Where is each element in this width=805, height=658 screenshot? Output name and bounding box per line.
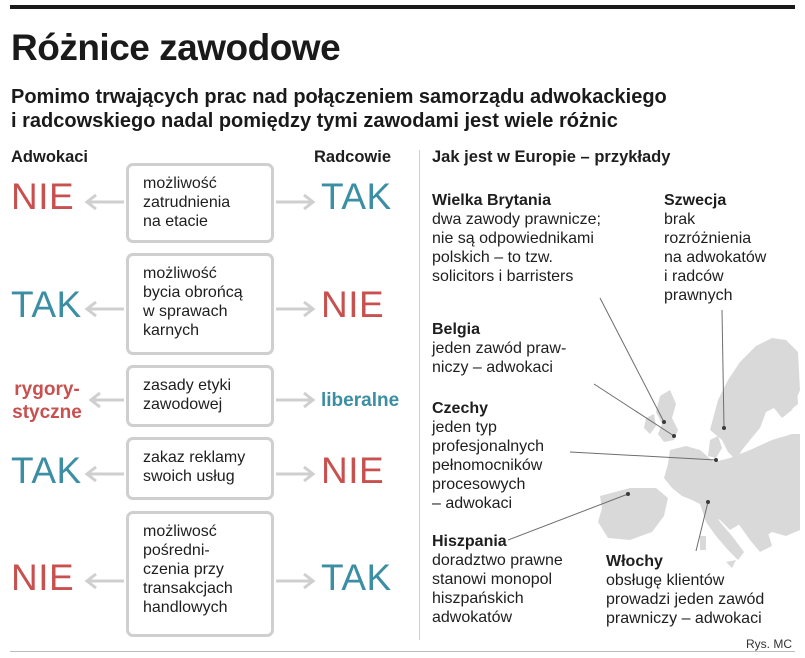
criterion-line: karnych	[143, 322, 200, 339]
country-text: polskich – to tzw.	[432, 249, 553, 266]
value-line: rygory-	[14, 379, 80, 400]
row5-adwokaci-value: NIE	[11, 557, 75, 598]
bottom-rule	[10, 651, 795, 652]
criterion-line: zawodowej	[143, 396, 223, 413]
subtitle-line: i radcowskiego nadal pomiędzy tymi zawodami jest wiele różnic	[11, 110, 618, 132]
country-text: doradztwo prawne	[432, 552, 563, 569]
country-text: prawniczy – adwokaci	[606, 610, 762, 627]
criterion-line: pośredni-	[143, 542, 210, 559]
country-text: solicitors i barristers	[432, 268, 574, 285]
country-text: adwokatów	[432, 609, 513, 626]
country-name: Hiszpania	[432, 533, 507, 550]
header-radcowie: Radcowie	[314, 148, 392, 166]
country-text: prowadzi jeden zawód	[606, 591, 765, 608]
country-name: Belgia	[432, 321, 481, 338]
country-text: i radców	[664, 268, 724, 285]
criterion-line: zatrudnienia	[143, 194, 231, 211]
country-text: prawnych	[664, 287, 733, 304]
country-text: jeden zawód praw-	[432, 340, 567, 357]
criterion-line: swoich usług	[143, 468, 235, 485]
country-name: Czechy	[432, 400, 489, 417]
country-text: hiszpańskich	[432, 590, 524, 607]
value-line: styczne	[12, 402, 82, 423]
subtitle-line: Pomimo trwających prac nad połączeniem samorządu adwokackiego	[11, 86, 667, 108]
criterion-line: transakcjach	[143, 580, 233, 597]
country-note-spain	[432, 532, 563, 627]
header-adwokaci: Adwokaci	[11, 148, 89, 166]
country-name: Wielka Brytania	[432, 192, 552, 209]
country-text: stanowi monopol	[432, 571, 553, 588]
country-text: jeden typ	[432, 419, 497, 436]
criterion-line: zasady etyki	[143, 377, 232, 394]
row5-radcowie-value: TAK	[321, 557, 392, 598]
country-note-sweden	[664, 191, 766, 305]
row1-radcowie-value: TAK	[321, 176, 392, 217]
country-text: pełnomocników	[432, 457, 543, 474]
row2-radcowie-value: NIE	[321, 284, 385, 325]
country-text: rozróżnienia	[664, 230, 752, 247]
criterion-line: zakaz reklamy	[143, 449, 246, 466]
country-text: – adwokaci	[432, 495, 513, 512]
criterion-line: handlowych	[143, 599, 228, 616]
country-text: procesowych	[432, 476, 526, 493]
criterion-line: czenia przy	[143, 561, 224, 578]
country-note-italy	[606, 552, 764, 628]
country-text: profesjonalnych	[432, 438, 545, 455]
criterion-line: na etacie	[143, 213, 208, 230]
country-name: Szwecja	[664, 192, 727, 209]
country-note-uk	[432, 191, 601, 286]
country-text: nie są odpowiednikami	[432, 230, 594, 247]
criterion-line: możliwość	[143, 265, 217, 282]
page-title: Różnice zawodowe	[11, 27, 341, 68]
country-text: dwa zawody prawnicze;	[432, 211, 601, 228]
row4-adwokaci-value: TAK	[11, 450, 82, 491]
country-name: Włochy	[606, 553, 663, 570]
country-note-belgium	[432, 320, 566, 377]
criterion-line: bycia obrońcą	[143, 284, 243, 301]
row1-adwokaci-value: NIE	[11, 176, 75, 217]
row2-adwokaci-value: TAK	[11, 284, 82, 325]
country-text: obsługę klientów	[606, 572, 725, 589]
country-text: brak	[664, 211, 696, 228]
criterion-line: możliwość	[143, 175, 217, 192]
country-text: na adwokatów	[664, 249, 767, 266]
row4-radcowie-value: NIE	[321, 450, 385, 491]
image-credit: Rys. MC	[746, 637, 792, 651]
criterion-line: w sprawach	[143, 303, 228, 320]
criterion-line: możliwosć	[143, 523, 217, 540]
country-note-czechia	[432, 399, 544, 513]
row3-radcowie-value: liberalne	[321, 390, 400, 411]
header-europe: Jak jest w Europie – przykłady	[432, 148, 671, 166]
country-text: niczy – adwokaci	[432, 359, 553, 376]
